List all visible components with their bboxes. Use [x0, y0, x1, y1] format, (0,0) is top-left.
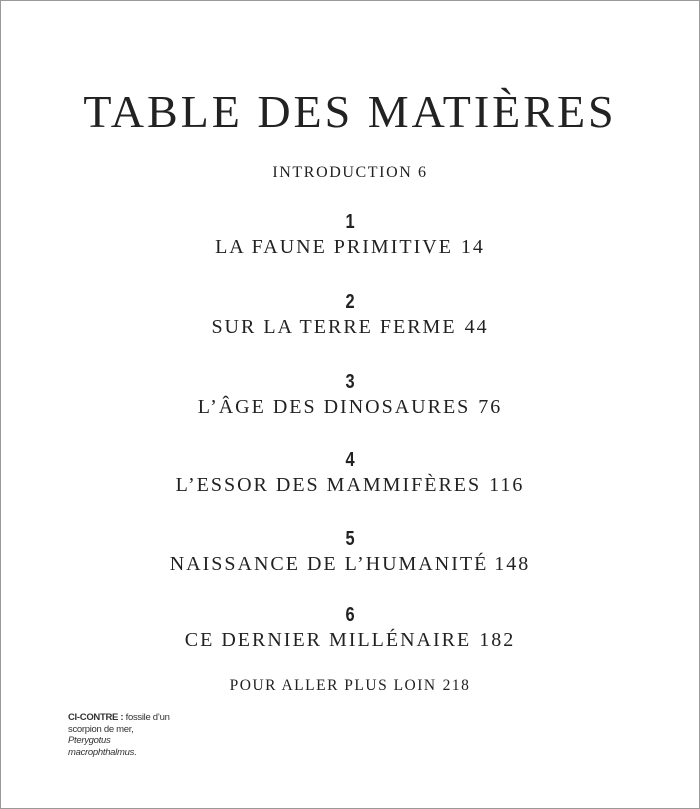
toc-chapter-4 — [1, 450, 699, 497]
chapter-number: 1 — [345, 211, 355, 233]
chapter-heading — [1, 473, 699, 497]
chapter-page: 182 — [479, 629, 516, 651]
chapter-page: 148 — [494, 553, 531, 575]
chapter-heading — [1, 315, 699, 339]
caption-text: fossile d’un scorpion de mer, — [68, 712, 170, 735]
caption-lead: CI-CONTRE : — [68, 712, 124, 723]
chapter-heading — [1, 235, 699, 259]
page-title: TABLE DES MATIÈRES — [83, 86, 617, 137]
chapter-number: 6 — [345, 604, 355, 626]
caption-end: . — [134, 746, 137, 758]
introduction-label: INTRODUCTION — [272, 164, 413, 181]
toc-chapter-6 — [1, 605, 699, 652]
further-reading-label: POUR ALLER PLUS LOIN — [229, 677, 437, 694]
chapter-title: LA FAUNE PRIMITIVE — [215, 236, 453, 258]
chapter-title: NAISSANCE DE L’HUMANITÉ — [169, 553, 489, 575]
toc-chapter-1 — [1, 212, 699, 259]
chapter-heading — [1, 552, 699, 576]
toc-entry-introduction — [1, 165, 699, 181]
chapter-number: 4 — [345, 449, 355, 471]
chapter-page: 14 — [460, 236, 485, 258]
chapter-number: 5 — [345, 528, 355, 550]
caption-species: Pterygotus macrophthalmus — [68, 735, 135, 758]
chapter-title: L’ESSOR DES MAMMIFÈRES — [175, 474, 482, 496]
toc-chapter-5 — [1, 529, 699, 576]
chapter-title: L’ÂGE DES DINOSAURES — [197, 396, 471, 418]
image-caption — [68, 712, 178, 758]
chapter-number: 3 — [345, 371, 355, 393]
further-reading-page: 218 — [442, 677, 471, 694]
chapter-page: 76 — [478, 396, 503, 418]
chapter-title: CE DERNIER MILLÉNAIRE — [184, 629, 472, 651]
chapter-heading — [1, 395, 699, 419]
chapter-number: 2 — [345, 291, 355, 313]
toc-chapter-3 — [1, 372, 699, 419]
toc-entry-further-reading — [1, 678, 699, 694]
toc-chapter-2 — [1, 292, 699, 339]
chapter-heading — [1, 628, 699, 652]
chapter-page: 44 — [464, 316, 489, 338]
chapter-page: 116 — [489, 474, 525, 496]
chapter-title: SUR LA TERRE FERME — [211, 316, 457, 338]
introduction-page: 6 — [418, 164, 428, 181]
